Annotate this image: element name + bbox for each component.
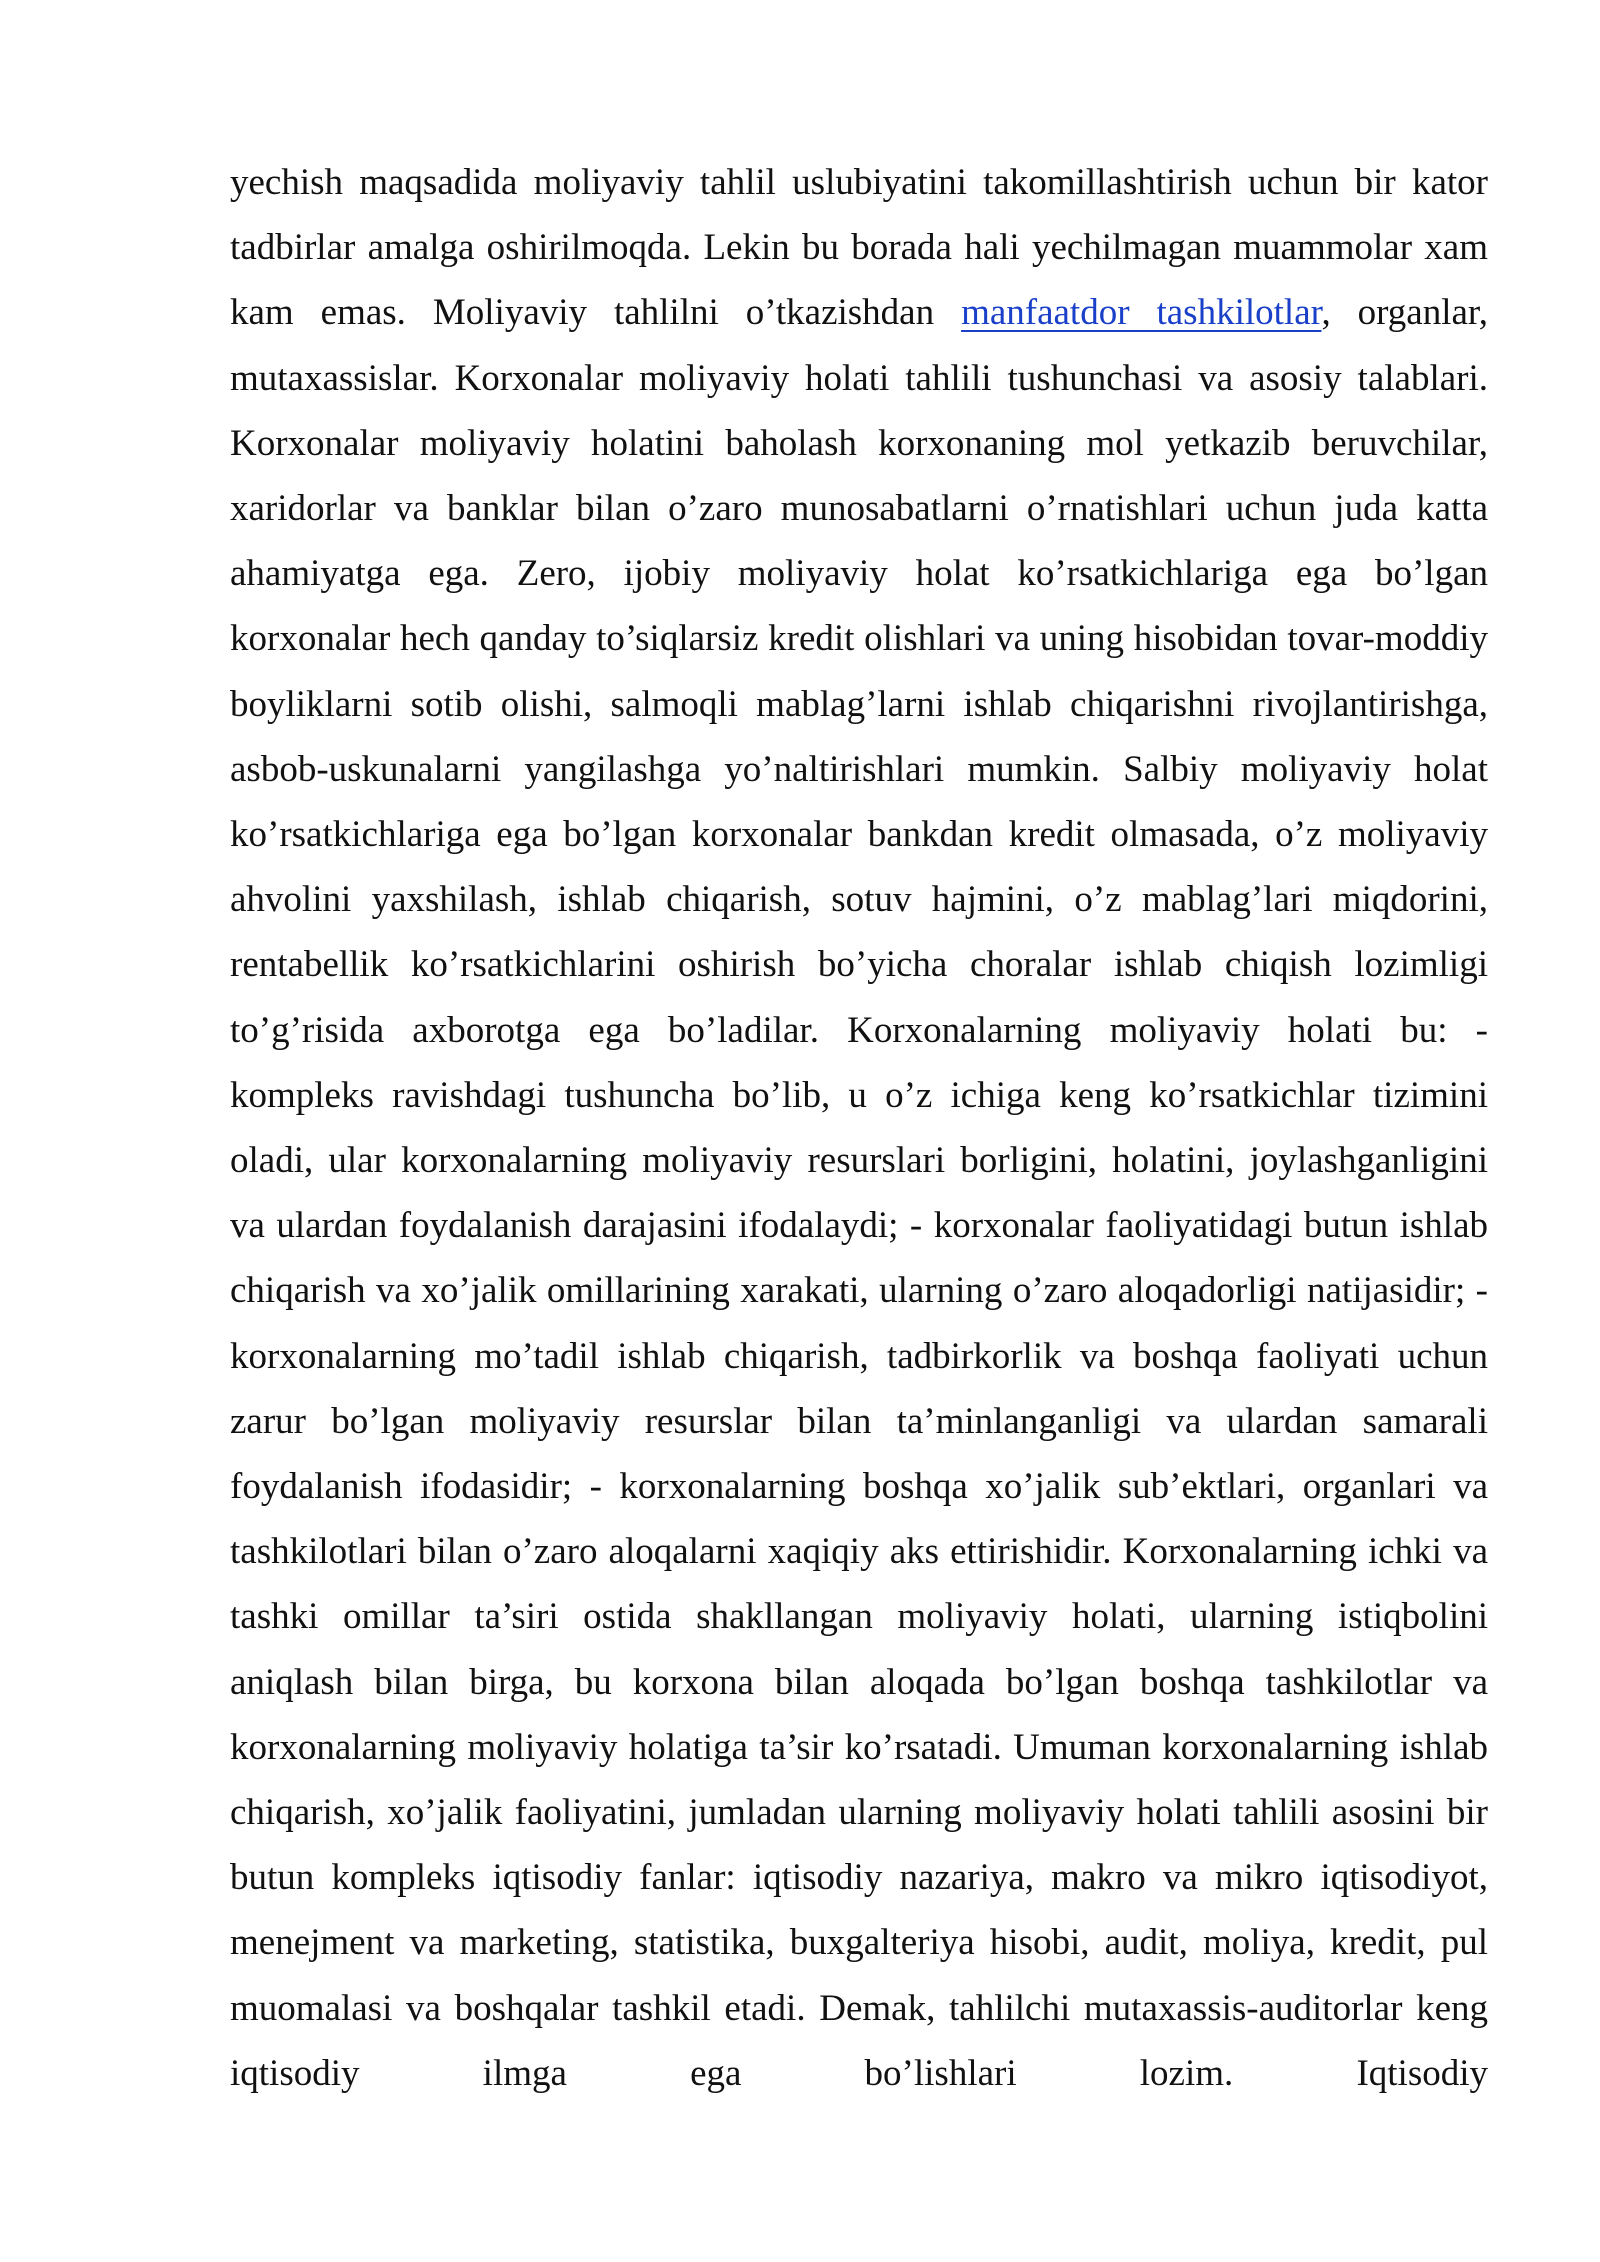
paragraph-text-after-link: , organlar, mutaxassislar. Korxonalar moliyaviy holati tahlili tushunchasi va asosiy talablari. Korxonalar moliyaviy holatini baholash korxonaning mol yetkazib beruvchilar, xaridorlar va banklar bilan o’zaro munosabatlarni o’rnatishlari uchun juda katta ahamiyatga ega. Zero, ijobiy moliyaviy holat ko’rsatkichlariga ega bo’lgan korxonalar hech qanday to’siqlarsiz kredit olishlari va uning hisobidan tovar-moddiy boyliklarni sotib olishi, salmoqli mablag’larni ishlab chiqarishni rivojlantirishga, asbob-uskunalarni yangilashga yo’naltirishlari mumkin. Salbiy moliyaviy holat ko’rsatkichlariga ega bo’lgan korxonalar bankdan kredit olmasada, o’z moliyaviy ahvolini yaxshilash, ishlab chiqarish, sotuv hajmini, o’z mablag’lari miqdorini, rentabellik ko’rsatkichlarini oshirish bo’yicha choralar ishlab chiqish lozimligi to’g’risida axborotga ega bo’ladilar. Korxonalarning moliyaviy holati bu: - kompleks ravishdagi tushuncha bo’lib, u o’z ichiga keng ko’rsatkichlar tizimini oladi, ular korxonalarning moliyaviy resurslari borligini, holatini, joylashganligini va ulardan foydalanish darajasini ifodalaydi; - korxonalar faoliyatidagi butun ishlab chiqarish va xo’jalik omillarining xarakati, ularning o’zaro aloqadorligi natijasidir; - korxonalarning mo’tadil ishlab chiqarish, tadbirkorlik va boshqa faoliyati uchun zarur bo’lgan moliyaviy resurslar bilan ta’minlanganligi va ulardan samarali foydalanish ifodasidir; - korxonalarning boshqa xo’jalik sub’ektlari, organlari va tashkilotlari bilan o’zaro aloqalarni xaqiqiy aks ettirishidir. Korxonalarning ichki va tashki omillar ta’siri ostida shakllangan moliyaviy holati, ularning istiqbolini aniqlash bilan birga, bu korxona bilan aloqada bo’lgan boshqa tashkilotlar va korxonalarning moliyaviy holatiga ta’sir ko’rsatadi. Umuman korxonalarning ishlab chiqarish, xo’jalik faoliyatini, jumladan ularning moliyaviy holati tahlili asosini bir butun kompleks iqtisodiy fanlar: iqtisodiy nazariya, makro va mikro iqtisodiyot, menejment va marketing, statistika, buxgalteriya hisobi, audit, moliya, kredit, pul muomalasi va boshqalar tashkil etadi. Demak, tahlilchi mutaxassis-auditorlar keng iqtisodiy ilmga ega bo’lishlari lozim. Iqtisodiy	[230, 292, 1489, 2094]
paragraph-text-before-link: yechish maqsadida moliyaviy tahlil uslubiyatini takomillashtirish uchun bir kator tadbirlar amalga oshirilmoqda. Lekin bu borada hali yechilmagan muammolar xam kam emas. Moliyaviy tahlilni o’tkazishdan	[230, 162, 1488, 334]
body-paragraph	[230, 150, 1488, 2106]
manfaatdor-tashkilotlar-link[interactable]: manfaatdor tashkilotlar	[961, 292, 1322, 334]
